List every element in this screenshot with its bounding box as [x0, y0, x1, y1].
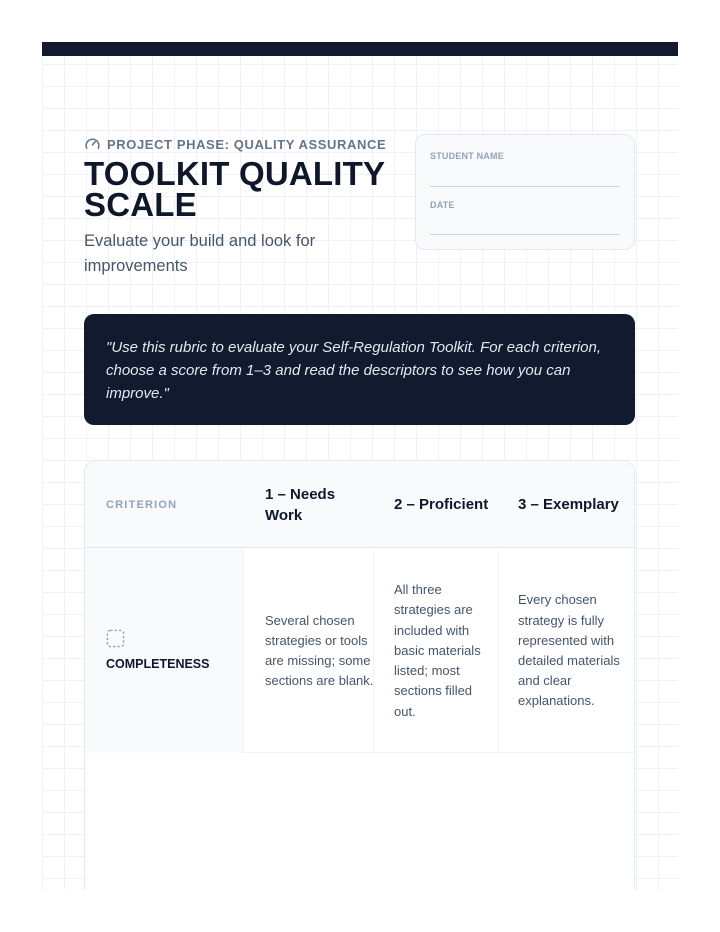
- level-2-text: All three strategies are included with basic materials listed; most sections filled out.: [394, 582, 481, 719]
- dashed-square-icon: [106, 629, 125, 648]
- page-title: TOOLKIT QUALITY SCALE: [84, 155, 385, 223]
- top-accent-bar: [42, 42, 678, 56]
- project-phase: [84, 135, 386, 153]
- student-name-label: STUDENT NAME: [430, 151, 504, 161]
- level-3-header: 3 – Exemplary: [518, 496, 619, 513]
- level-1-descriptor: [265, 549, 375, 753]
- level-2-header: 2 – Proficient: [394, 496, 489, 513]
- rubric-header-row: [85, 461, 634, 548]
- student-info-card: [415, 134, 635, 250]
- date-field[interactable]: [430, 234, 620, 235]
- gauge-icon: [84, 136, 101, 153]
- date-label: DATE: [430, 200, 455, 210]
- level-2-descriptor: [394, 549, 494, 753]
- level-1-header: 1 – Needs Work: [265, 485, 336, 524]
- level-3-descriptor: [518, 549, 628, 753]
- criterion-column-header: CRITERION: [106, 498, 178, 511]
- rubric-table: [84, 460, 635, 890]
- student-name-field[interactable]: [430, 186, 620, 187]
- criterion-name: COMPLETENESS: [106, 657, 210, 671]
- rubric-sheet: [42, 42, 678, 890]
- criterion-cell: [85, 549, 244, 753]
- table-row: [85, 549, 634, 753]
- instructions-banner: [84, 314, 635, 425]
- column-divider: [498, 549, 499, 753]
- level-1-text: Several chosen strategies or tools are missing; some sections are blank.: [265, 612, 374, 689]
- level-3-text: Every chosen strategy is fully represented with detailed materials and clear explanations.: [518, 592, 620, 709]
- project-phase-label: PROJECT PHASE: QUALITY ASSURANCE: [107, 136, 387, 152]
- instructions-text: "Use this rubric to evaluate your Self-Regulation Toolkit. For each criterion, choose a score from 1–3 and read the descriptors to see how you can improve.": [106, 339, 601, 402]
- page-subtitle: Evaluate your build and look for improvements: [84, 232, 316, 275]
